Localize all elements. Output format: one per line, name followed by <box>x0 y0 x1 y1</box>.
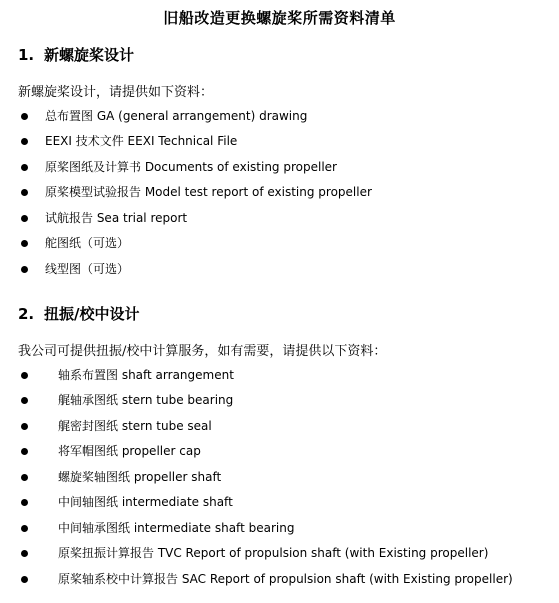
list-item <box>0 260 559 280</box>
list-item-text: 艉密封图纸 stern tube seal <box>58 419 212 433</box>
list-item-text: 原桨扭振计算报告 TVC Report of propulsion shaft (with Existing propeller) <box>58 546 489 560</box>
document-title: 旧船改造更换螺旋桨所需资料清单 <box>163 9 396 27</box>
list-item-text: 艉轴承图纸 stern tube bearing <box>58 393 234 407</box>
list-item-text: 将军帽图纸 propeller cap <box>58 444 201 458</box>
bullet-icon <box>21 499 28 506</box>
bullet-icon <box>21 266 28 273</box>
list-item <box>0 132 559 152</box>
list-item-text: 中间轴图纸 intermediate shaft <box>58 495 233 509</box>
bullet-icon <box>21 474 28 481</box>
list-item <box>0 158 559 178</box>
bullet-icon <box>21 550 28 557</box>
list-item <box>0 442 559 462</box>
bullet-icon <box>21 138 28 145</box>
list-item-text: 总布置图 GA (general arrangement) drawing <box>45 109 308 123</box>
list-item <box>0 493 559 513</box>
list-item-text: 中间轴承图纸 intermediate shaft bearing <box>58 521 295 535</box>
bullet-icon <box>21 525 28 532</box>
list-item-text: 螺旋桨轴图纸 propeller shaft <box>58 470 222 484</box>
section-2-number: 2. <box>18 305 35 323</box>
section-1-number: 1. <box>18 46 35 64</box>
section-2-title: 扭振/校中设计 <box>44 305 140 323</box>
bullet-icon <box>21 215 28 222</box>
bullet-icon <box>21 113 28 120</box>
bullet-icon <box>21 448 28 455</box>
bullet-icon <box>21 164 28 171</box>
bullet-icon <box>21 397 28 404</box>
list-item <box>0 544 559 564</box>
section-1-title: 新螺旋桨设计 <box>44 46 135 64</box>
list-item <box>0 107 559 127</box>
section-2-heading <box>18 303 139 324</box>
list-item-text: 原桨模型试验报告 Model test report of existing propeller <box>45 185 372 199</box>
list-item-text: 原桨轴系校中计算报告 SAC Report of propulsion shaft (with Existing propeller) <box>58 572 513 586</box>
list-item <box>0 570 559 590</box>
list-item-text: 原桨图纸及计算书 Documents of existing propeller <box>45 160 337 174</box>
list-item <box>0 519 559 539</box>
list-item <box>0 183 559 203</box>
bullet-icon <box>21 240 28 247</box>
bullet-icon <box>21 372 28 379</box>
bullet-icon <box>21 576 28 583</box>
section-1-intro: 新螺旋桨设计，请提供如下资料： <box>18 85 214 100</box>
list-item <box>0 468 559 488</box>
list-item <box>0 366 559 386</box>
bullet-icon <box>21 423 28 430</box>
list-item-text: 线型图（可选） <box>45 262 130 276</box>
list-item-text: 试航报告 Sea trial report <box>45 211 188 225</box>
list-item <box>0 209 559 229</box>
list-item-text: 轴系布置图 shaft arrangement <box>58 368 234 382</box>
list-item <box>0 391 559 411</box>
section-2-intro: 我公司可提供扭振/校中计算服务，如有需要，请提供以下资料： <box>18 344 387 359</box>
list-item-text: 舵图纸（可选） <box>45 236 130 250</box>
list-item <box>0 234 559 254</box>
list-item-text: EEXI 技术文件 EEXI Technical File <box>45 134 238 148</box>
list-item <box>0 417 559 437</box>
section-1-heading <box>18 44 134 65</box>
bullet-icon <box>21 189 28 196</box>
